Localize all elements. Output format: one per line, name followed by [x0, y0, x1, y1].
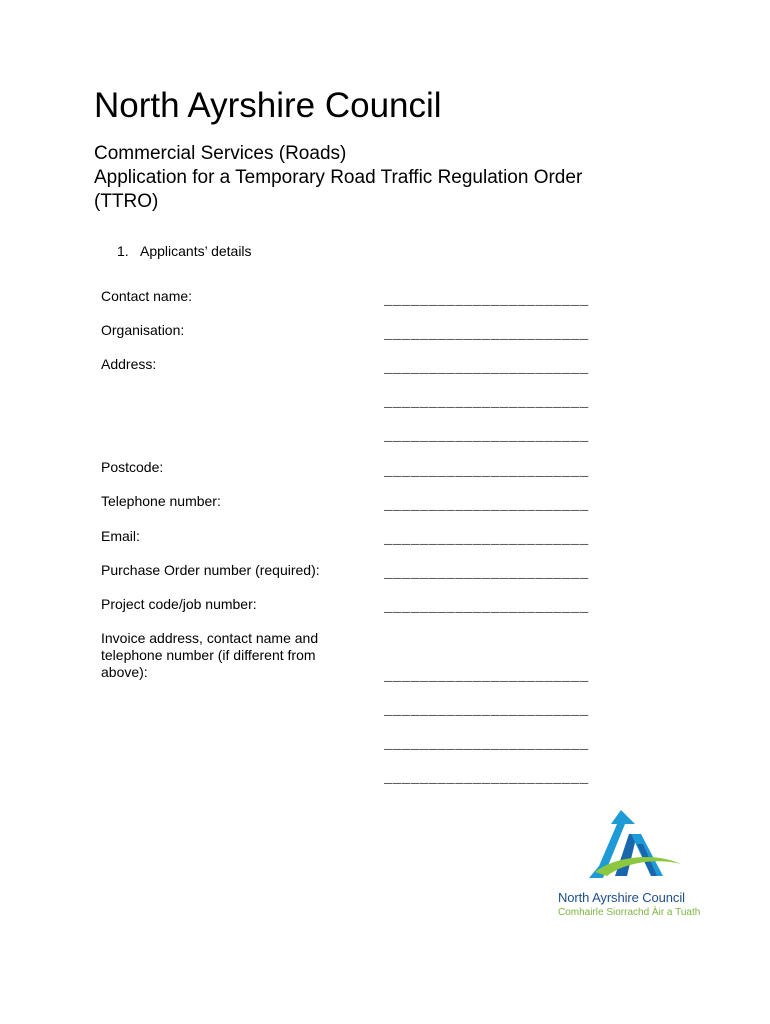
council-logo-mark-icon	[585, 806, 685, 886]
council-logo	[555, 806, 715, 926]
page-title: North Ayrshire Council	[94, 86, 442, 125]
invoice-address-label: Invoice address, contact name and telephone number (if different from above):	[101, 630, 319, 680]
section-number: 1.	[117, 243, 129, 259]
section-heading	[117, 242, 252, 260]
purchase-order-label: Purchase Order number (required):	[101, 562, 320, 578]
address-label: Address:	[101, 356, 157, 372]
invoice-address-field-line-4[interactable]: _______________________	[384, 771, 589, 787]
email-field[interactable]: _______________________	[384, 532, 589, 548]
subtitle-block	[94, 142, 694, 214]
address-field-line-3[interactable]: _______________________	[384, 429, 589, 445]
address-field-line-1[interactable]: _______________________	[384, 361, 589, 377]
subtitle-form-title: Application for a Temporary Road Traffic Regulation Order	[94, 167, 583, 188]
telephone-label: Telephone number:	[101, 493, 221, 509]
section-title: Applicants’ details	[140, 243, 252, 259]
address-field-line-2[interactable]: _______________________	[384, 395, 589, 411]
invoice-address-field-line-2[interactable]: _______________________	[384, 703, 589, 719]
subtitle-department: Commercial Services (Roads)	[94, 143, 347, 164]
contact-name-field[interactable]: _______________________	[384, 293, 589, 309]
subtitle-form-acronym: (TTRO)	[94, 191, 159, 212]
invoice-address-field-line-1[interactable]: _______________________	[384, 669, 589, 685]
logo-council-name: North Ayrshire Council	[558, 890, 685, 905]
postcode-label: Postcode:	[101, 459, 164, 475]
organisation-field[interactable]: _______________________	[384, 327, 589, 343]
invoice-address-field-line-3[interactable]: _______________________	[384, 737, 589, 753]
organisation-label: Organisation:	[101, 322, 185, 338]
telephone-field[interactable]: _______________________	[384, 498, 589, 514]
project-code-field[interactable]: _______________________	[384, 600, 589, 616]
purchase-order-field[interactable]: _______________________	[384, 566, 589, 582]
project-code-label: Project code/job number:	[101, 596, 257, 612]
contact-name-label: Contact name:	[101, 288, 193, 304]
postcode-field[interactable]: _______________________	[384, 464, 589, 480]
logo-gaelic-name: Comhairle Siorrachd Àir a Tuath	[558, 907, 701, 918]
email-label: Email:	[101, 528, 140, 544]
